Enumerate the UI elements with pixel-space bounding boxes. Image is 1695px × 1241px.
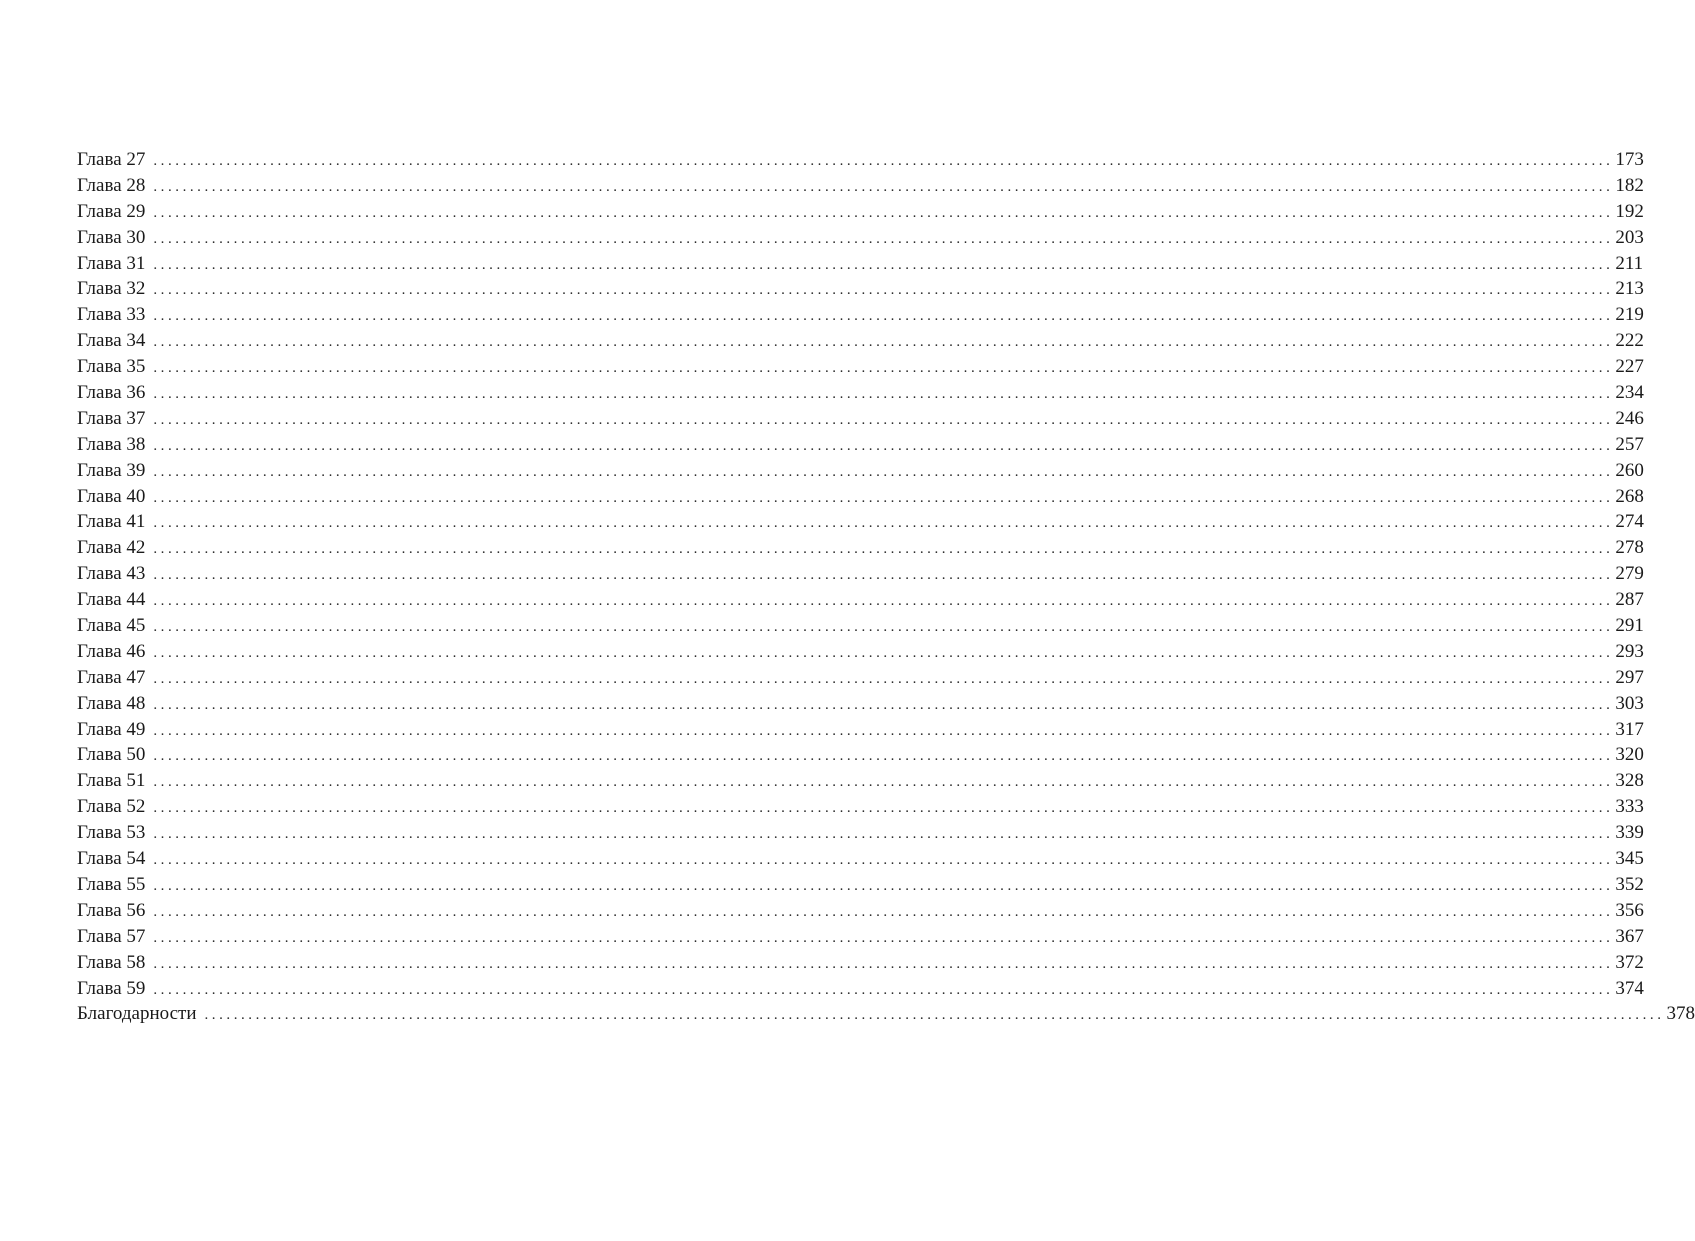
toc-entry-page-number: 372: [1615, 951, 1644, 973]
toc-entry-title: Глава 38: [77, 433, 146, 455]
toc-entry[interactable]: [77, 458, 1644, 484]
toc-entry-page-number: 378: [1666, 1003, 1695, 1025]
dot-leader: ........................................................................................................................................................................................................: [153, 230, 1614, 247]
dot-leader: ........................................................................................................................................................................................................: [153, 411, 1614, 428]
toc-entry[interactable]: [77, 846, 1644, 872]
toc-entry-page-number: 222: [1615, 330, 1644, 352]
toc-entry-page-number: 182: [1615, 174, 1644, 196]
toc-entry-title: Глава 44: [77, 589, 146, 611]
toc-entry-page-number: 297: [1615, 666, 1644, 688]
toc-entry-title: Глава 53: [77, 822, 146, 844]
dot-leader: ........................................................................................................................................................................................................: [153, 619, 1614, 636]
dot-leader: ........................................................................................................................................................................................................: [153, 567, 1614, 584]
toc-entry-page-number: 268: [1615, 485, 1644, 507]
dot-leader: ........................................................................................................................................................................................................: [153, 593, 1614, 610]
toc-entry-title: Глава 55: [77, 873, 146, 895]
toc-entry[interactable]: [77, 199, 1644, 225]
toc-entry[interactable]: [77, 354, 1644, 380]
toc-entry[interactable]: [77, 302, 1644, 328]
toc-entry-page-number: 173: [1615, 149, 1644, 170]
toc-entry[interactable]: [77, 768, 1644, 794]
toc-entry-page-number: 374: [1615, 977, 1644, 999]
toc-entry-title: Глава 54: [77, 848, 146, 870]
toc-entry-title: Глава 32: [77, 278, 146, 300]
toc-entry-title: Глава 51: [77, 770, 146, 792]
dot-leader: ........................................................................................................................................................................................................: [153, 463, 1614, 480]
toc-entry-page-number: 291: [1615, 615, 1644, 637]
toc-entry[interactable]: [77, 328, 1644, 354]
toc-entry[interactable]: [77, 147, 1644, 173]
dot-leader: ........................................................................................................................................................................................................: [153, 282, 1614, 299]
dot-leader: ........................................................................................................................................................................................................: [153, 644, 1614, 661]
dot-leader: ........................................................................................................................................................................................................: [153, 541, 1614, 558]
toc-entry-title: Глава 42: [77, 537, 146, 559]
toc-entry-page-number: 278: [1615, 537, 1644, 559]
toc-entry-page-number: 333: [1615, 796, 1644, 818]
toc-entry-page-number: 320: [1615, 744, 1644, 766]
toc-entry-page-number: 260: [1615, 459, 1644, 481]
dot-leader: ........................................................................................................................................................................................................: [153, 696, 1614, 713]
toc-entry[interactable]: [77, 484, 1644, 510]
toc-entry-page-number: 279: [1615, 563, 1644, 585]
dot-leader: ........................................................................................................................................................................................................: [153, 386, 1614, 403]
toc-entry-page-number: 352: [1615, 873, 1644, 895]
toc-entry-page-number: 287: [1615, 589, 1644, 611]
dot-leader: ........................................................................................................................................................................................................: [153, 774, 1614, 791]
dot-leader: ........................................................................................................................................................................................................: [153, 903, 1614, 920]
toc-entry[interactable]: [77, 509, 1644, 535]
toc-entry-title: Глава 58: [77, 951, 146, 973]
toc-entry-page-number: 213: [1615, 278, 1644, 300]
toc-entry-title: Глава 39: [77, 459, 146, 481]
toc-entry-title: Благодарности: [77, 1003, 197, 1025]
toc-entry-title: Глава 37: [77, 407, 146, 429]
toc-entry-title: Глава 59: [77, 977, 146, 999]
toc-entry[interactable]: [77, 587, 1644, 613]
toc-entry-title: Глава 41: [77, 511, 146, 533]
toc-entry[interactable]: [77, 691, 1644, 717]
dot-leader: ........................................................................................................................................................................................................: [153, 153, 1614, 169]
toc-entry[interactable]: [77, 950, 1644, 976]
dot-leader: ........................................................................................................................................................................................................: [153, 929, 1614, 946]
toc-entry-page-number: 293: [1615, 640, 1644, 662]
toc-entry-title: Глава 43: [77, 563, 146, 585]
toc-entry-page-number: 303: [1615, 692, 1644, 714]
dot-leader: ........................................................................................................................................................................................................: [153, 722, 1614, 739]
toc-entry[interactable]: [77, 561, 1644, 587]
toc-entry-title: Глава 56: [77, 899, 146, 921]
toc-entry[interactable]: [77, 406, 1644, 432]
toc-entry[interactable]: [77, 639, 1644, 665]
toc-entry-title: Глава 29: [77, 200, 146, 222]
toc-entry-page-number: 274: [1615, 511, 1644, 533]
toc-entry[interactable]: [77, 380, 1644, 406]
toc-entry[interactable]: [77, 872, 1644, 898]
toc-entry-title: Глава 31: [77, 252, 146, 274]
toc-entry-title: Глава 57: [77, 925, 146, 947]
toc-entry-title: Глава 46: [77, 640, 146, 662]
dot-leader: ........................................................................................................................................................................................................: [153, 334, 1614, 351]
toc-entry-title: Глава 34: [77, 330, 146, 352]
dot-leader: ........................................................................................................................................................................................................: [153, 204, 1614, 221]
toc-entry-page-number: 203: [1615, 226, 1644, 248]
dot-leader: ........................................................................................................................................................................................................: [153, 437, 1614, 454]
toc-entry-page-number: 345: [1615, 848, 1644, 870]
toc-entry-title: Глава 40: [77, 485, 146, 507]
table-of-contents: [77, 147, 1695, 1027]
toc-entry-page-number: 317: [1615, 718, 1644, 740]
toc-entry-page-number: 211: [1615, 252, 1644, 274]
toc-entry[interactable]: [77, 924, 1644, 950]
toc-entry-page-number: 219: [1615, 304, 1644, 326]
toc-entry[interactable]: [77, 173, 1644, 199]
dot-leader: ........................................................................................................................................................................................................: [153, 256, 1614, 273]
dot-leader: ........................................................................................................................................................................................................: [153, 489, 1614, 506]
toc-entry[interactable]: [77, 613, 1644, 639]
dot-leader: ........................................................................................................................................................................................................: [153, 178, 1614, 195]
toc-entry[interactable]: [77, 742, 1644, 768]
dot-leader: ........................................................................................................................................................................................................: [153, 955, 1614, 972]
toc-entry-title: Глава 49: [77, 718, 146, 740]
toc-entry-title: Глава 30: [77, 226, 146, 248]
toc-entry[interactable]: [77, 665, 1644, 691]
toc-entry-page-number: 192: [1615, 200, 1644, 222]
toc-entry-title: Глава 35: [77, 356, 146, 378]
dot-leader: ........................................................................................................................................................................................................: [153, 308, 1614, 325]
toc-entry-title: Глава 27: [77, 149, 146, 170]
dot-leader: ........................................................................................................................................................................................................: [153, 670, 1614, 687]
toc-entry-title: Глава 52: [77, 796, 146, 818]
toc-entry[interactable]: [77, 717, 1644, 743]
toc-entry[interactable]: [77, 794, 1644, 820]
toc-entry-title: Глава 36: [77, 382, 146, 404]
toc-entry-page-number: 339: [1615, 822, 1644, 844]
dot-leader: ........................................................................................................................................................................................................: [204, 1007, 1665, 1024]
toc-entry[interactable]: [77, 820, 1644, 846]
toc-entry[interactable]: [77, 976, 1644, 1002]
toc-entry[interactable]: [77, 276, 1644, 302]
toc-entry-page-number: 367: [1615, 925, 1644, 947]
toc-entry[interactable]: [77, 1001, 1695, 1027]
toc-entry-title: Глава 50: [77, 744, 146, 766]
toc-entry-title: Глава 33: [77, 304, 146, 326]
dot-leader: ........................................................................................................................................................................................................: [153, 515, 1614, 532]
toc-entry-page-number: 246: [1615, 407, 1644, 429]
toc-entry[interactable]: [77, 432, 1644, 458]
dot-leader: ........................................................................................................................................................................................................: [153, 748, 1614, 765]
toc-entry-title: Глава 48: [77, 692, 146, 714]
toc-entry[interactable]: [77, 535, 1644, 561]
toc-entry-page-number: 257: [1615, 433, 1644, 455]
toc-entry-page-number: 227: [1615, 356, 1644, 378]
toc-entry-title: Глава 45: [77, 615, 146, 637]
toc-entry-page-number: 234: [1615, 382, 1644, 404]
dot-leader: ........................................................................................................................................................................................................: [153, 800, 1614, 817]
toc-entry-title: Глава 28: [77, 174, 146, 196]
dot-leader: ........................................................................................................................................................................................................: [153, 360, 1614, 377]
toc-entry-page-number: 328: [1615, 770, 1644, 792]
dot-leader: ........................................................................................................................................................................................................: [153, 877, 1614, 894]
dot-leader: ........................................................................................................................................................................................................: [153, 826, 1614, 843]
toc-entry[interactable]: [77, 898, 1644, 924]
toc-entry-title: Глава 47: [77, 666, 146, 688]
toc-entry[interactable]: [77, 225, 1644, 251]
dot-leader: ........................................................................................................................................................................................................: [153, 852, 1614, 869]
dot-leader: ........................................................................................................................................................................................................: [153, 981, 1614, 998]
toc-entry-page-number: 356: [1615, 899, 1644, 921]
toc-entry[interactable]: [77, 251, 1644, 277]
